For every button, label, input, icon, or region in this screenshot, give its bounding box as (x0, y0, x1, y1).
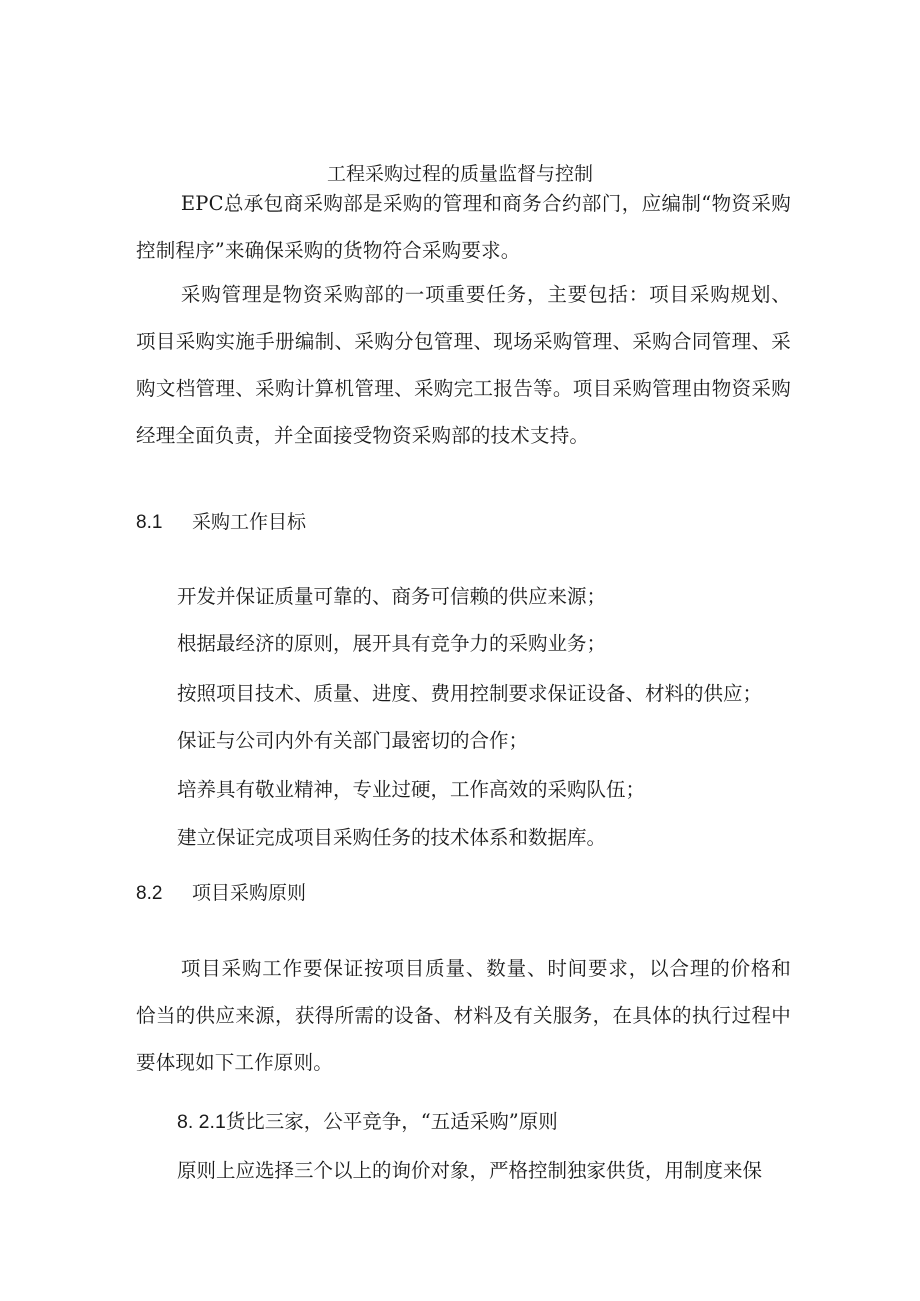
section-heading-8-2 (136, 878, 306, 909)
subsection-body: 原则上应选择三个以上的询价对象，严格控制独家供货，用制度来保 (177, 1159, 763, 1182)
goal-item: 保证与公司内外有关部门最密切的合作； (177, 729, 529, 752)
goal-item: 按照项目技术、质量、进度、费用控制要求保证设备、材料的供应； (177, 682, 763, 705)
management-paragraph: 采购管理是物资采购部的一项重要任务，主要包括：项目采购规划、项目采购实施手册编制、采购分包管理、现场采购管理、采购合同管理、采购文档管理、采购计算机管理、采购完工报告等。项目采购管理由物资采购经理全面负责，并全面接受物资采购部的技术支持。 (136, 283, 791, 447)
section-title: 采购工作目标 (192, 511, 307, 533)
section-number: 8.2 (136, 883, 163, 904)
goal-item: 建立保证完成项目采购任务的技术体系和数据库。 (177, 826, 607, 849)
section-number: 8.1 (136, 512, 163, 533)
goal-item: 根据最经济的原则，展开具有竞争力的采购业务； (177, 632, 607, 655)
goal-item: 培养具有敬业精神，专业过硬，工作高效的采购队伍； (177, 778, 646, 801)
subsection-heading-8-2-1 (177, 1107, 558, 1137)
subsection-number: 8. 2.1 (177, 1111, 226, 1133)
document-title: 工程采购过程的质量监督与控制 (326, 163, 593, 185)
subsection-title: 货比三家，公平竞争，“五适采购”原则 (225, 1110, 558, 1133)
intro-paragraph: EPC总承包商采购部是采购的管理和商务合约部门，应编制“物资采购控制程序”来确保采购的货物符合采购要求。 (136, 192, 791, 262)
section-heading-8-1 (136, 507, 306, 538)
principles-paragraph: 项目采购工作要保证按项目质量、数量、时间要求，以合理的价格和恰当的供应来源，获得所需的设备、材料及有关服务，在具体的执行过程中要体现如下工作原则。 (136, 957, 791, 1074)
goal-item: 开发并保证质量可靠的、商务可信赖的供应来源； (177, 585, 607, 608)
section-title: 项目采购原则 (192, 882, 307, 904)
